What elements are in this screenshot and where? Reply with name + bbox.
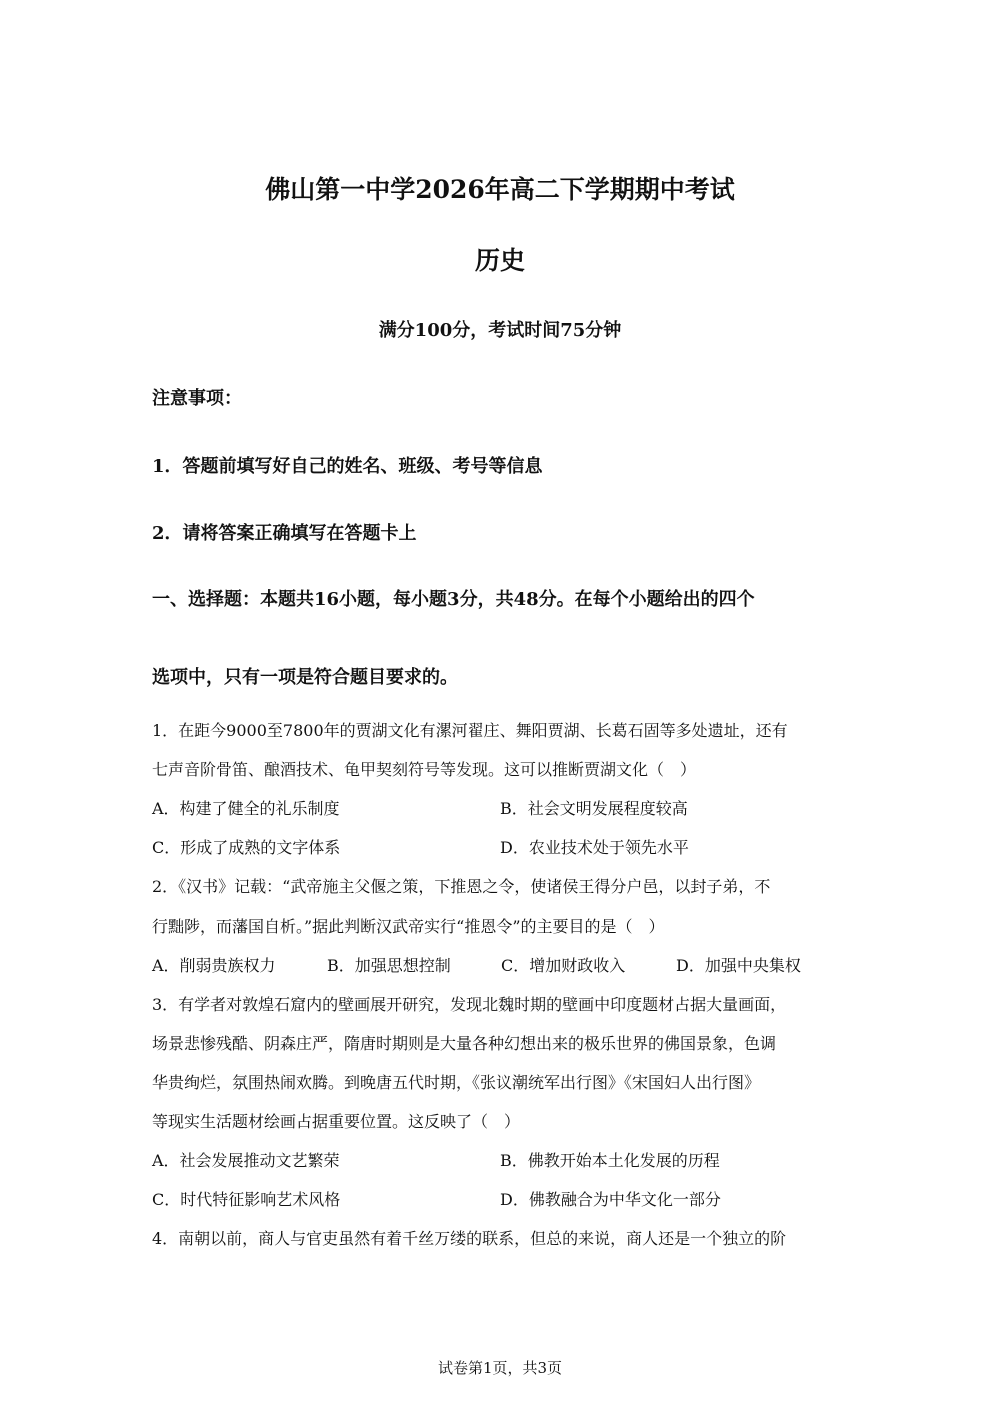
notice-item: 2．请将答案正确填写在答题卡上 (152, 523, 417, 544)
question-1-stem: 1．在距今9000至7800年的贾湖文化有漯河翟庄、舞阳贾湖、长葛石固等多处遗址，还有 (152, 721, 788, 740)
question-1-option-a: A．构建了健全的礼乐制度 (152, 799, 340, 818)
section-instructions: 选项中，只有一项是符合题目要求的。 (152, 667, 458, 688)
question-3-option-b: B．佛教开始本土化发展的历程 (500, 1151, 720, 1170)
subject-title: 历史 (474, 246, 525, 275)
question-2-stem: 2．《汉书》记载：“武帝施主父偃之策，下推恩之令，使诸侯王得分户邑，以封子弟，不 (152, 877, 771, 896)
question-3-stem: 华贵绚烂，氛围热闹欢腾。到晚唐五代时期，《张议潮统军出行图》《宋国妇人出行图》 (152, 1073, 761, 1092)
question-1-stem: 七声音阶骨笛、酿酒技术、龟甲契刻符号等发现。这可以推断贾湖文化（ ） (152, 760, 697, 779)
exam-title: 佛山第一中学2026年高二下学期期中考试 (265, 175, 735, 204)
question-3-option-d: D．佛教融合为中华文化一部分 (500, 1190, 721, 1209)
question-2-option-c: C．增加财政收入 (501, 956, 626, 975)
question-1-option-c: C．形成了成熟的文字体系 (152, 838, 341, 857)
question-2-option-b: B．加强思想控制 (327, 956, 451, 975)
question-3-stem: 等现实生活题材绘画占据重要位置。这反映了（ ） (152, 1112, 521, 1131)
notice-item: 1．答题前填写好自己的姓名、班级、考号等信息 (152, 456, 543, 477)
question-1-option-d: D．农业技术处于领先水平 (500, 838, 689, 857)
score-time-line: 满分100分，考试时间75分钟 (378, 320, 622, 341)
page-footer: 试卷第1页，共3页 (437, 1359, 563, 1377)
notice-heading: 注意事项： (152, 388, 242, 409)
question-3-option-a: A．社会发展推动文艺繁荣 (152, 1151, 340, 1170)
question-2-stem: 行黜陟，而藩国自析。”据此判断汉武帝实行“推恩令”的主要目的是（ ） (152, 917, 665, 936)
question-3-stem: 场景悲惨残酷、阴森庄严，隋唐时期则是大量各种幻想出来的极乐世界的佛国景象，色调 (152, 1034, 777, 1053)
question-3-stem: 3．有学者对敦煌石窟内的壁画展开研究，发现北魏时期的壁画中印度题材占据大量画面， (152, 995, 787, 1014)
question-2-option-d: D．加强中央集权 (676, 956, 801, 975)
question-2-option-a: A．削弱贵族权力 (152, 956, 276, 975)
question-1-option-b: B．社会文明发展程度较高 (500, 799, 688, 818)
section-instructions: 一、选择题：本题共16小题，每小题3分，共48分。在每个小题给出的四个 (152, 589, 755, 610)
question-4-stem: 4．南朝以前，商人与官吏虽然有着千丝万缕的联系，但总的来说，商人还是一个独立的阶 (152, 1229, 787, 1248)
question-3-option-c: C．时代特征影响艺术风格 (152, 1190, 341, 1209)
